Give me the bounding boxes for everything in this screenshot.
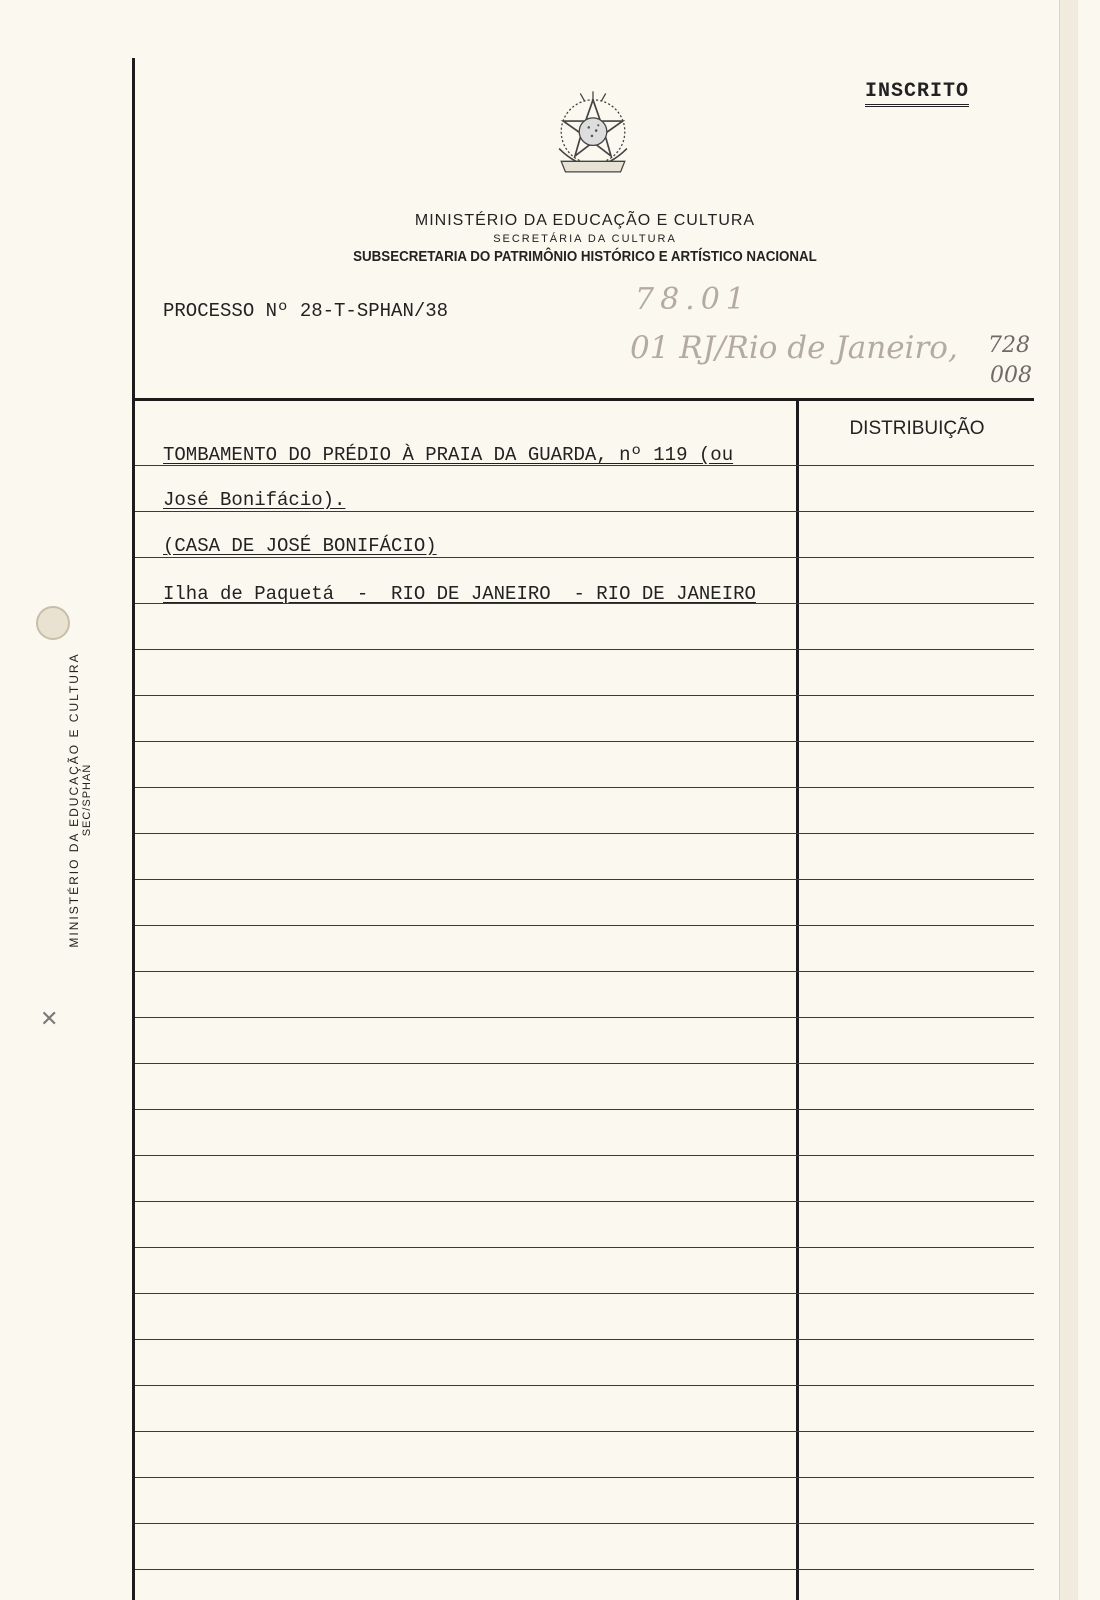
side-margin-label <box>67 652 93 947</box>
ruled-line <box>135 925 1034 926</box>
ruled-line <box>135 511 1034 512</box>
ruled-line <box>135 1063 1034 1064</box>
ruled-line <box>135 1155 1034 1156</box>
ruled-line <box>135 1017 1034 1018</box>
secretaria-title: SECRETÁRIA DA CULTURA <box>493 233 677 245</box>
page-edge <box>1059 0 1078 1600</box>
inscrito-stamp: INSCRITO <box>865 80 969 107</box>
handwritten-note-4: 008 <box>990 363 1032 388</box>
processo-number: PROCESSO Nº 28-T-SPHAN/38 <box>163 300 449 322</box>
subsecretaria-title: SUBSECRETARIA DO PATRIMÔNIO HISTÓRICO E ARTÍSTICO NACIONAL <box>353 249 817 265</box>
ruled-line <box>135 741 1034 742</box>
ruled-line <box>135 1201 1034 1202</box>
ruled-line <box>135 1339 1034 1340</box>
table-top-rule <box>132 398 1034 401</box>
ruled-line <box>135 1109 1034 1110</box>
handwritten-note-2: 01 RJ/Rio de Janeiro, <box>630 330 958 366</box>
ruled-line <box>135 1477 1034 1478</box>
subject-line-4: Ilha de Paquetá - RIO DE JANEIRO - RIO DE JANEIRO <box>163 583 756 605</box>
ruled-line <box>135 833 1034 834</box>
letterhead <box>300 212 870 265</box>
ruled-line <box>135 1431 1034 1432</box>
ruled-line <box>135 1247 1034 1248</box>
ruled-line <box>135 879 1034 880</box>
distribution-column-divider <box>796 398 799 1600</box>
side-label-ministry: MINISTÉRIO DA EDUCAÇÃO E CULTURA <box>67 652 81 948</box>
coat-of-arms-seal <box>540 85 646 191</box>
ruled-line <box>135 787 1034 788</box>
staple-icon: ✕ <box>40 1007 59 1032</box>
handwritten-note-1: 78.01 <box>635 282 751 317</box>
ruled-line <box>135 971 1034 972</box>
margin-line <box>132 58 135 1600</box>
ruled-line <box>135 1569 1034 1570</box>
ministry-title: MINISTÉRIO DA EDUCAÇÃO E CULTURA <box>414 212 756 229</box>
ruled-line <box>135 1385 1034 1386</box>
subject-line-2: José Bonifácio). <box>163 489 346 511</box>
distribution-title: DISTRIBUIÇÃO <box>849 418 985 439</box>
ruled-line <box>135 1293 1034 1294</box>
ruled-line <box>135 1523 1034 1524</box>
subject-line-3: (CASA DE JOSÉ BONIFÁCIO) <box>163 535 437 557</box>
punch-hole <box>36 606 70 640</box>
ruled-line <box>135 695 1034 696</box>
side-label-sec: SEC/SPHAN <box>81 763 93 837</box>
ruled-line <box>135 649 1034 650</box>
ruled-line <box>135 557 1034 558</box>
handwritten-note-3: 728 <box>988 333 1030 358</box>
subject-line-1: TOMBAMENTO DO PRÉDIO À PRAIA DA GUARDA, nº 119 (ou <box>163 444 734 466</box>
